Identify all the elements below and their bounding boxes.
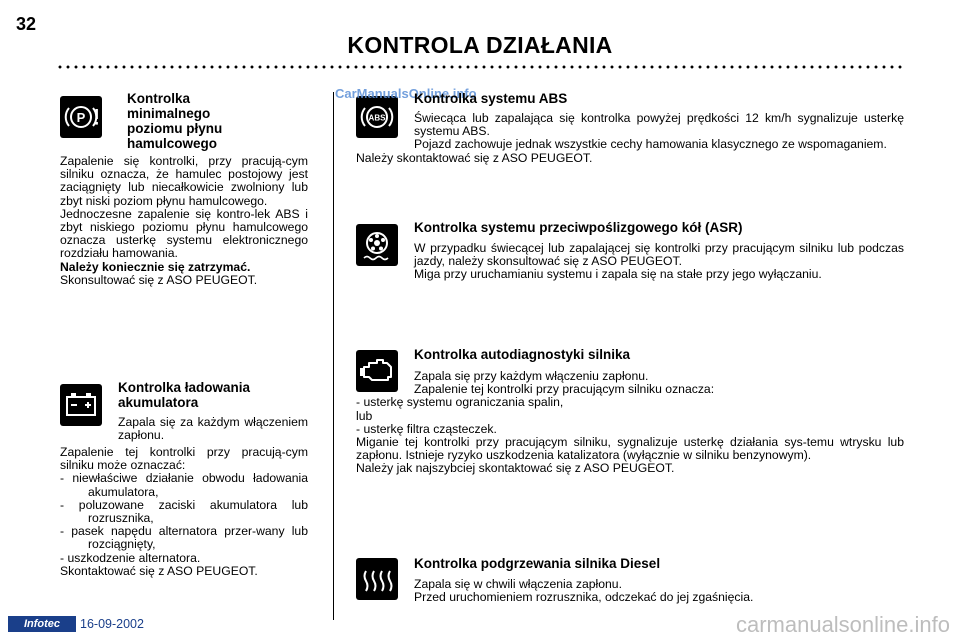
battery-list-item: - pasek napędu alternatora przer-wany lub rozciągnięty, [60, 524, 308, 552]
diesel-text [414, 578, 904, 604]
engine-paragraph: Miganie tej kontrolki przy pracującym silniku, sygnalizuje usterkę działania sys-temu wtrysku lub zapłonu. Istnieje ryzyko uszkodzenia katalizatora (wyłącznie w silniku benzynowym). [356, 435, 904, 463]
battery-paragraph: Zapalenie tej kontrolki przy pracują-cym silniku może oznaczać: [60, 445, 308, 473]
infotec-logo: Infotec [8, 616, 76, 632]
battery-heading-line: Kontrolka ładowania [118, 380, 251, 395]
battery-list-item: - uszkodzenie alternatora. [60, 550, 201, 565]
page-number: 32 [16, 14, 37, 34]
battery-heading [118, 380, 318, 410]
asr-paragraph: Miga przy uruchamianiu systemu i zapala się na stałe przy jego wyłączaniu. [414, 267, 822, 282]
battery-list-item: - poluzowane zaciski akumulatora lub rozrusznika, [60, 497, 308, 526]
asr-paragraph: W przypadku świecącej lub zapalającej się kontrolki przy pracującym silniku lub podczas jazdy, należy skonsultować się z ASO PEUGEOT. [414, 241, 904, 269]
abs-paragraph: Pojazd zachowuje jednak wszystkie cechy hamowania klasycznego ze wspomaganiem. [414, 137, 887, 152]
diesel-paragraph: Przed uruchomieniem rozrusznika, odczekać do jej zgaśnięcia. [414, 590, 754, 605]
svg-text:P: P [76, 110, 86, 125]
battery-text [60, 446, 308, 578]
glow-plug-icon [356, 558, 398, 600]
abs-paragraph: Świecąca lub zapalająca się kontrolka powyżej prędkości 12 km/h sygnalizuje usterkę systemu ABS. [414, 111, 904, 139]
brake-warning: Należy koniecznie się zatrzymać. [60, 259, 251, 274]
battery-intro [118, 416, 308, 442]
brake-heading-line: minimalnego [127, 106, 211, 121]
column-divider [333, 92, 334, 620]
brake-paragraph: Zapalenie się kontrolki, przy pracują-cym silniku oznacza, że hamulec postojowy jest zaciągnięty lub niecałkowicie zwolniony lub zbyt niski poziom płynu hamulcowego. [60, 154, 308, 208]
diesel-paragraph: Zapala się w chwili włączenia zapłonu. [414, 577, 622, 591]
brake-paragraph: Jednoczesne zapalenie się kontro-lek ABS i zbyt niskiego poziomu płynu hamulcowego oznacza usterkę systemu elektronicznego rozdziału hamowania. [60, 206, 308, 261]
brake-heading [127, 91, 327, 151]
brake-heading-line: poziomu płynu [127, 121, 223, 136]
engine-list-item: - usterkę systemu ograniczania spalin, [356, 395, 564, 410]
abs-paragraph: Należy skontaktować się z ASO PEUGEOT. [356, 150, 593, 165]
engine-list-item: lub [356, 408, 373, 423]
battery-paragraph: Skontaktować się z ASO PEUGEOT. [60, 563, 258, 578]
engine-heading: Kontrolka autodiagnostyki silnika [414, 347, 631, 362]
battery-warning-icon [60, 384, 102, 426]
battery-paragraph: Zapala się za każdym włączeniem zapłonu. [118, 415, 308, 443]
battery-heading-line: akumulatora [118, 395, 199, 410]
engine-list-item: - usterkę filtra cząsteczek. [356, 421, 497, 436]
site-watermark: carmanualsonline.info [735, 612, 950, 637]
brake-heading-line: hamulcowego [127, 136, 218, 151]
brake-text [60, 155, 308, 287]
dotted-separator [56, 64, 906, 70]
battery-list-item: - niewłaściwe działanie obwodu ładowania akumulatora, [60, 471, 308, 499]
diesel-heading: Kontrolka podgrzewania silnika Diesel [414, 556, 661, 571]
watermark: CarManualsOnline.info [335, 86, 477, 101]
parking-brake-warning-icon [60, 96, 102, 138]
asr-text [356, 242, 904, 282]
engine-paragraph: Zapala się przy każdym włączeniu zapłonu. [414, 369, 649, 383]
engine-paragraph: Należy jak najszybciej skontaktować się z ASO PEUGEOT. [356, 461, 675, 476]
svg-text:ABS: ABS [368, 113, 386, 123]
engine-text [356, 370, 904, 476]
asr-heading: Kontrolka systemu przeciwpoślizgowego kół (ASR) [414, 220, 743, 235]
abs-text [356, 112, 904, 165]
brake-heading-line: Kontrolka [127, 91, 191, 106]
abs-heading: Kontrolka systemu ABS [414, 91, 568, 106]
brake-paragraph: Skonsultować się z ASO PEUGEOT. [60, 272, 258, 287]
engine-paragraph: Zapalenie tej kontrolki przy pracującym silniku oznacza: [414, 382, 715, 397]
page-title: KONTROLA DZIAŁANIA [347, 32, 613, 58]
footer-date: 16-09-2002 [80, 617, 144, 631]
